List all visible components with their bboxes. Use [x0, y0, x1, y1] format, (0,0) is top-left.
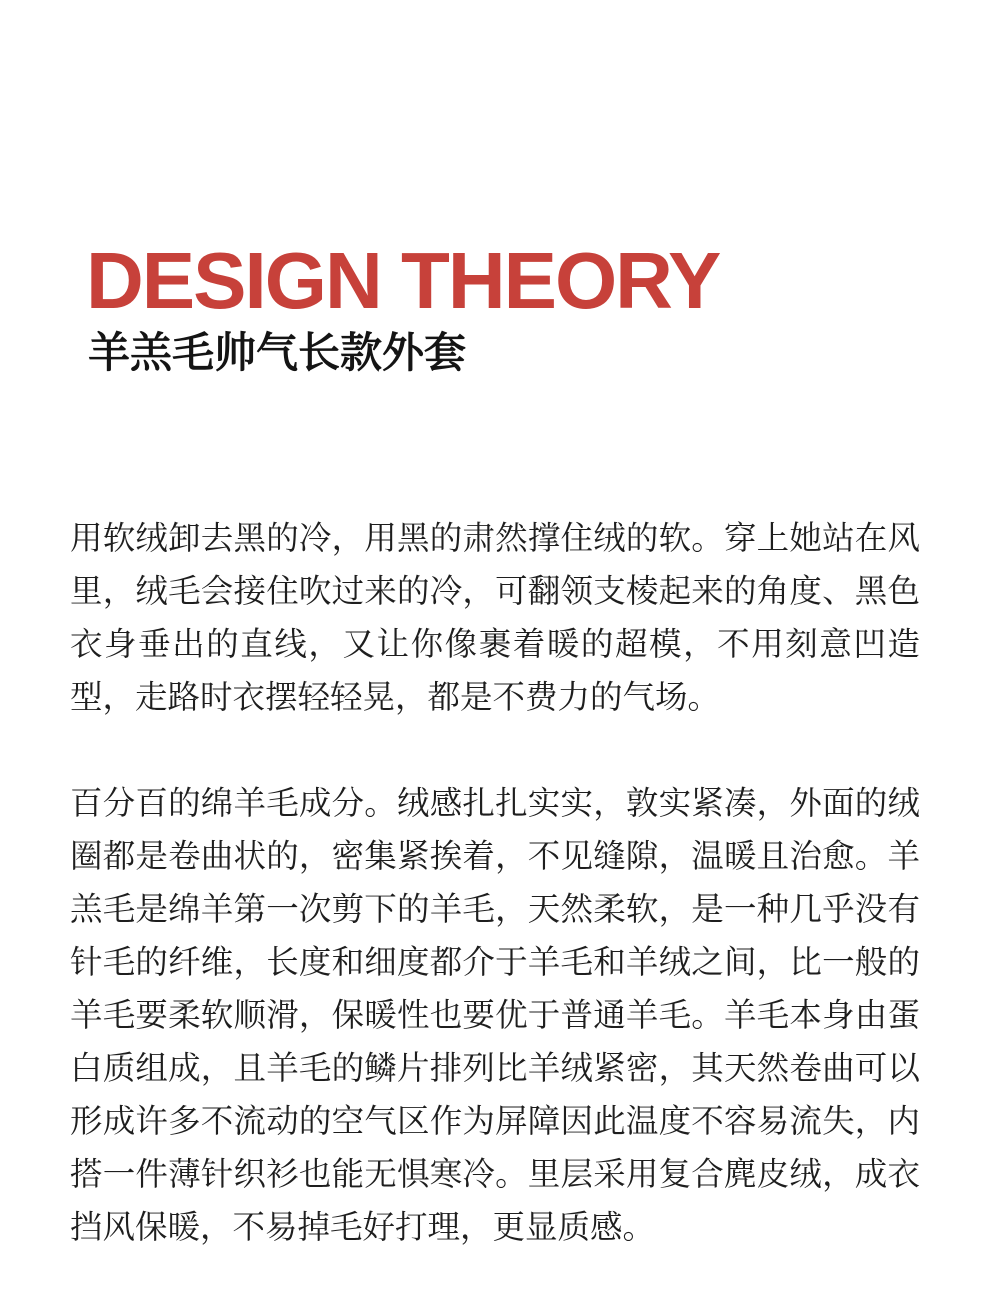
design-theory-title: DESIGN THEORY [86, 236, 720, 325]
material-paragraph: 百分百的绵羊毛成分。绒感扎扎实实，敦实紧凑，外面的绒圈都是卷曲状的，密集紧挨着，不见缝隙，温暖且治愈。羊羔毛是绵羊第一次剪下的羊毛，天然柔软，是一种几乎没有针毛的纤维，长度和细度都介于羊毛和羊绒之间，比一般的羊毛要柔软顺滑，保暖性也要优于普通羊毛。羊毛本身由蛋白质组成，且羊毛的鳞片排列比羊绒紧密，其天然卷曲可以形成许多不流动的空气区作为屏障因此温度不容易流失，内搭一件薄针织衫也能无惧寒冷。里层采用复合麂皮绒，成衣挡风保暖，不易掉毛好打理，更显质感。 [70, 784, 920, 1246]
description-body [70, 512, 920, 1254]
title-block [86, 238, 906, 378]
product-name-subtitle: 羊羔毛帅气长款外套 [88, 328, 467, 377]
style-paragraph: 用软绒卸去黑的冷，用黑的肃然撑住绒的软。穿上她站在风里，绒毛会接住吹过来的冷，可翻领支棱起来的角度、黑色衣身垂出的直线，又让你像裹着暖的超模，不用刻意凹造型，走路时衣摆轻轻晃，都是不费力的气场。 [70, 519, 920, 716]
